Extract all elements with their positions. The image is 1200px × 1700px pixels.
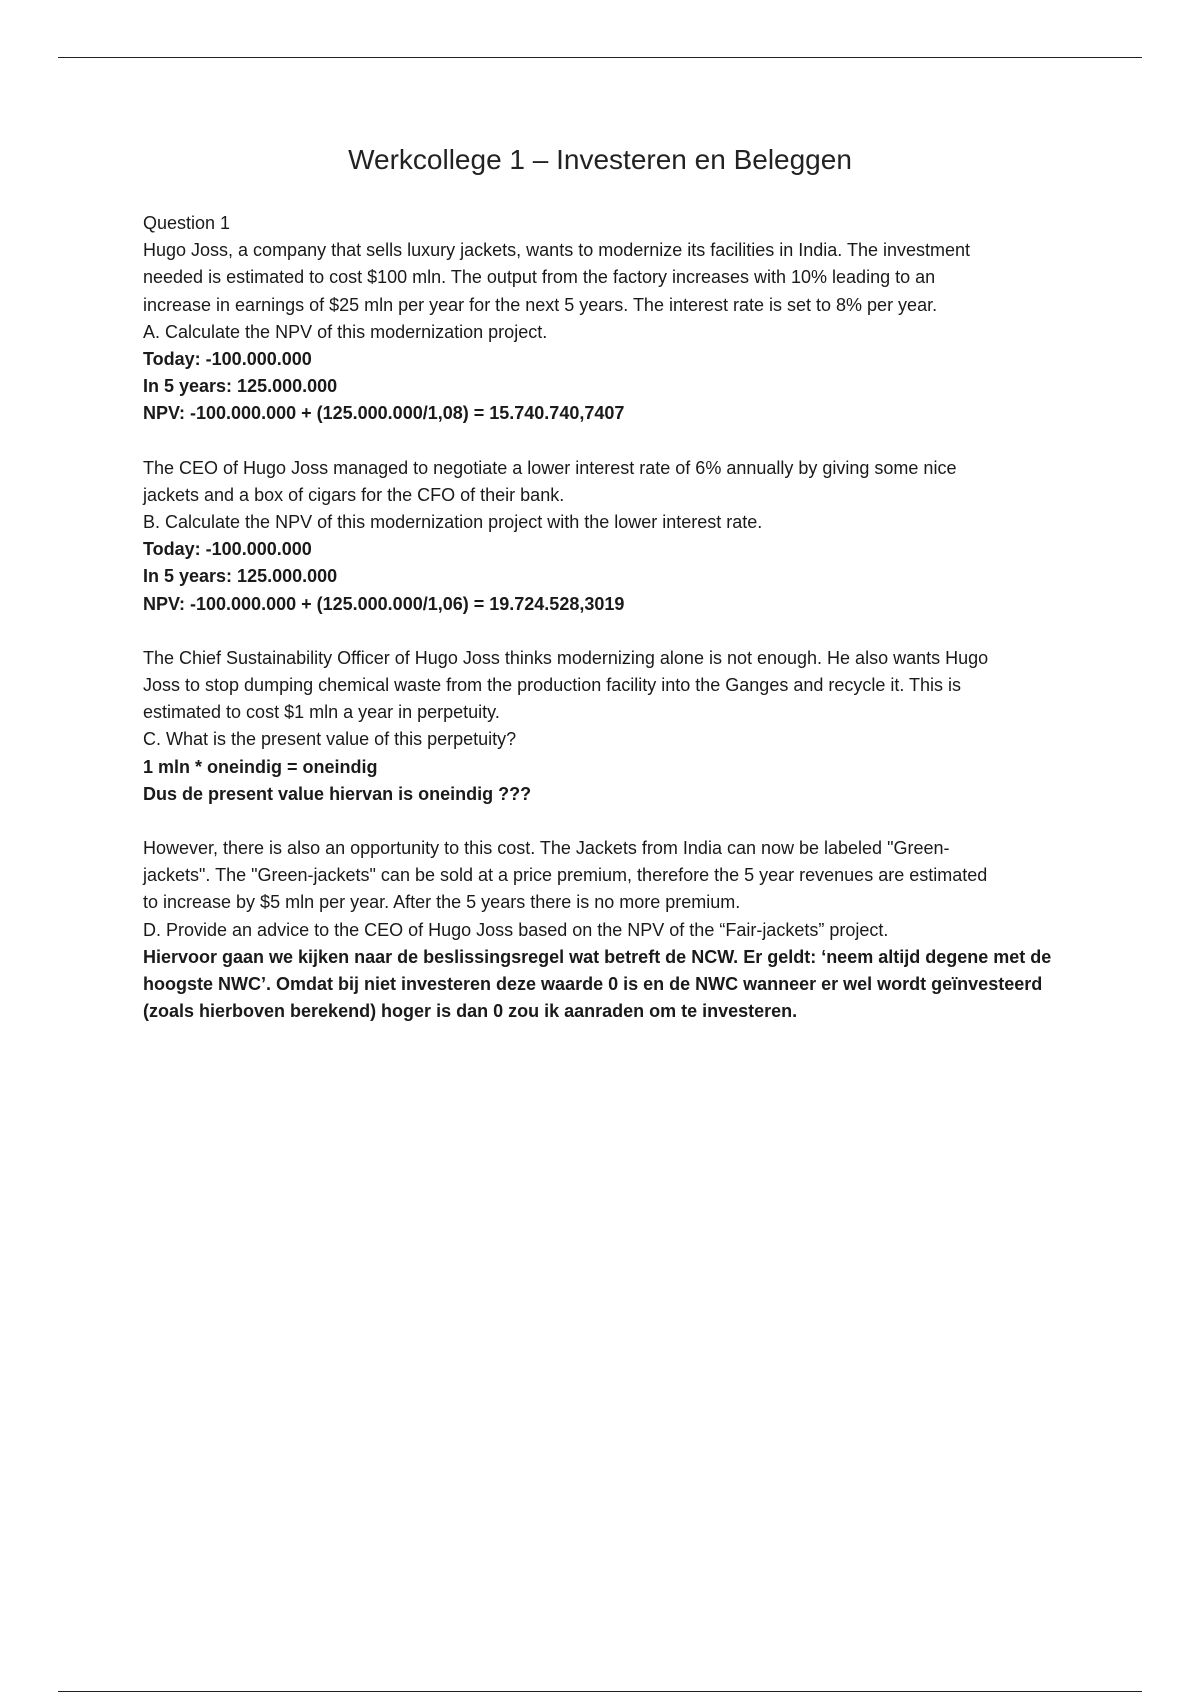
part-d-context: However, there is also an opportunity to this cost. The Jackets from India can now be labeled "Green-jackets". The "Green-jackets" can be sold at a price premium, therefore the 5 year revenues are estimated to increase by $5 mln per year. After the 5 years there is no more premium.: [143, 838, 988, 913]
question-heading: Question 1: [143, 213, 231, 233]
part-a-answer-today: Today: -100.000.000: [143, 349, 312, 370]
part-c-context: The Chief Sustainability Officer of Hugo Joss thinks modernizing alone is not enough. He also wants Hugo Joss to stop dumping chemical waste from the production facility into the Ganges and recycle it. This is estimated to cost $1 mln a year in perpetuity.: [143, 647, 989, 723]
header-rule: [58, 57, 1142, 58]
part-b-answer-5years: In 5 years: 125.000.000: [143, 566, 338, 587]
document-title: Werkcollege 1 – Investeren en Beleggen: [348, 144, 852, 175]
part-a-answer-5years: In 5 years: 125.000.000: [143, 376, 338, 397]
part-c-question: C. What is the present value of this perpetuity?: [143, 729, 517, 750]
footer-rule: [58, 1691, 1142, 1692]
part-d-answer: Hiervoor gaan we kijken naar de beslissingsregel wat betreft de NCW. Er geldt: ‘neem altijd degene met de hoogste NWC’. Omdat bij niet investeren deze waarde 0 is en de NWC wanneer er wel wordt geïnvesteerd (zoals hierboven berekend) hoger is dan 0 zou ik aanraden om te investeren.: [143, 946, 1052, 1022]
part-b-question: B. Calculate the NPV of this modernization project with the lower interest rate.: [143, 512, 763, 533]
part-a-answer-npv: NPV: -100.000.000 + (125.000.000/1,08) = 15.740.740,7407: [143, 403, 625, 424]
document-body: [143, 210, 1063, 1025]
part-b-answer-npv: NPV: -100.000.000 + (125.000.000/1,06) = 19.724.528,3019: [143, 593, 625, 614]
part-c-answer-line1: 1 mln * oneindig = oneindig: [143, 756, 378, 777]
part-c-answer-line2: Dus de present value hiervan is oneindig ???: [143, 783, 532, 804]
part-a-question: A. Calculate the NPV of this modernization project.: [143, 321, 548, 342]
part-b-answer-today: Today: -100.000.000: [143, 539, 312, 560]
question-intro: Hugo Joss, a company that sells luxury jackets, wants to modernize its facilities in India. The investment needed is estimated to cost $100 mln. The output from the factory increases with 10% leading to an increase in earnings of $25 mln per year for the next 5 years. The interest rate is set to 8% per year.: [143, 240, 971, 315]
part-d-question: D. Provide an advice to the CEO of Hugo Joss based on the NPV of the “Fair-jackets” project.: [143, 919, 889, 940]
part-b-context: The CEO of Hugo Joss managed to negotiate a lower interest rate of 6% annually by giving some nice jackets and a box of cigars for the CFO of their bank.: [143, 457, 957, 505]
